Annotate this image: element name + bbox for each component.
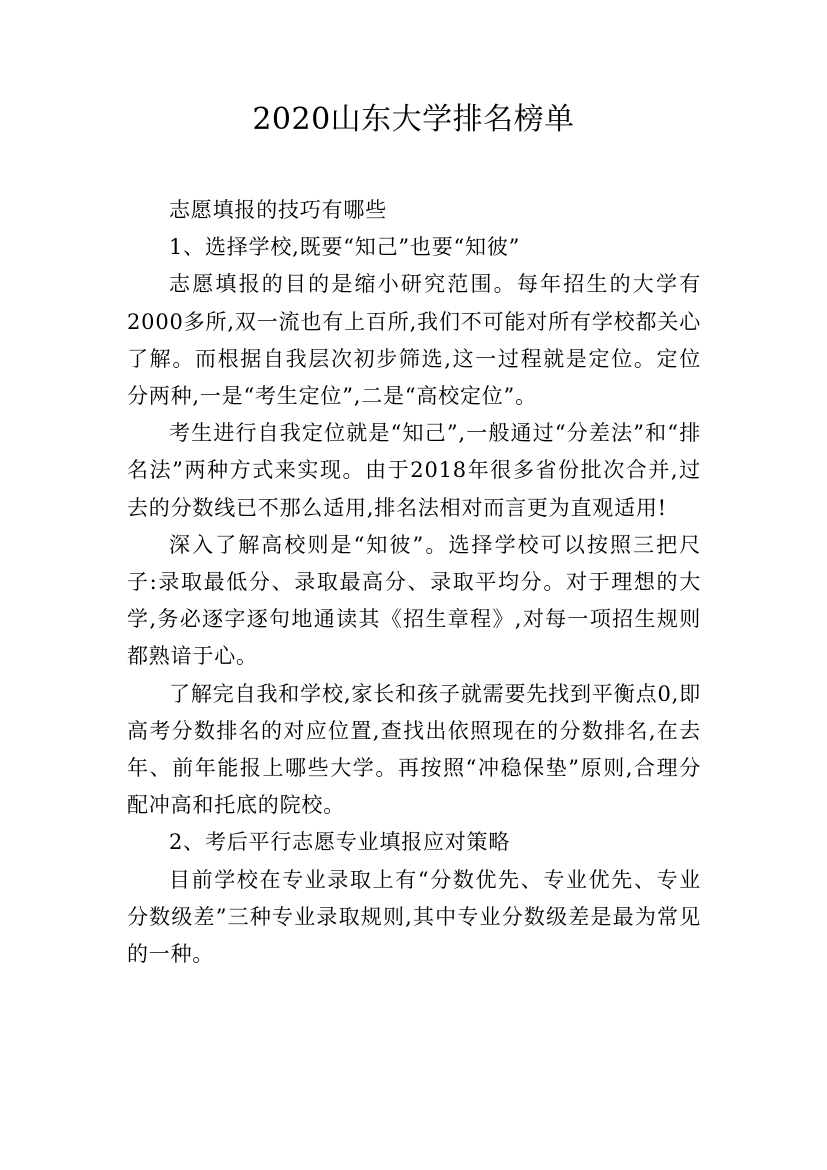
paragraph-major-rules: 目前学校在专业录取上有“分数优先、专业优先、专业分数级差”三种专业录取规则,其中专业分数级差是最为常见的一种。 [127, 867, 701, 967]
paragraph-purpose: 志愿填报的目的是缩小研究范围。每年招生的大学有2000多所,双一流也有上百所,我们不可能对所有学校都关心了解。而根据自我层次初步筛选,这一过程就是定位。定位分两种,一是“考生定位”,二是“高校定位”。 [127, 272, 701, 409]
paragraph-self-positioning: 考生进行自我定位就是“知己”,一般通过“分差法”和“排名法”两种方式来实现。由于2018年很多省份批次合并,过去的分数线已不那么适用,排名法相对而言更为直观适用! [127, 421, 701, 520]
section-1-heading: 1、选择学校,既要“知己”也要“知彼” [169, 235, 521, 260]
document-title: 2020山东大学排名榜单 [252, 102, 575, 137]
paragraph-balance-point: 了解完自我和学校,家长和孩子就需要先找到平衡点0,即高考分数排名的对应位置,查找出依照现在的分数排名,在去年、前年能报上哪些大学。再按照“冲稳保垫”原则,合理分配冲高和托底的院校。 [127, 681, 701, 818]
paragraph-know-schools: 深入了解高校则是“知彼”。选择学校可以按照三把尺子:录取最低分、录取最高分、录取平均分。对于理想的大学,务必逐字逐句地通读其《招生章程》,对每一项招生规则都熟谙于心。 [127, 532, 701, 669]
document-body [127, 192, 701, 973]
heading-tips: 志愿填报的技巧有哪些 [169, 198, 387, 222]
section-2-heading: 2、考后平行志愿专业填报应对策略 [169, 830, 511, 855]
